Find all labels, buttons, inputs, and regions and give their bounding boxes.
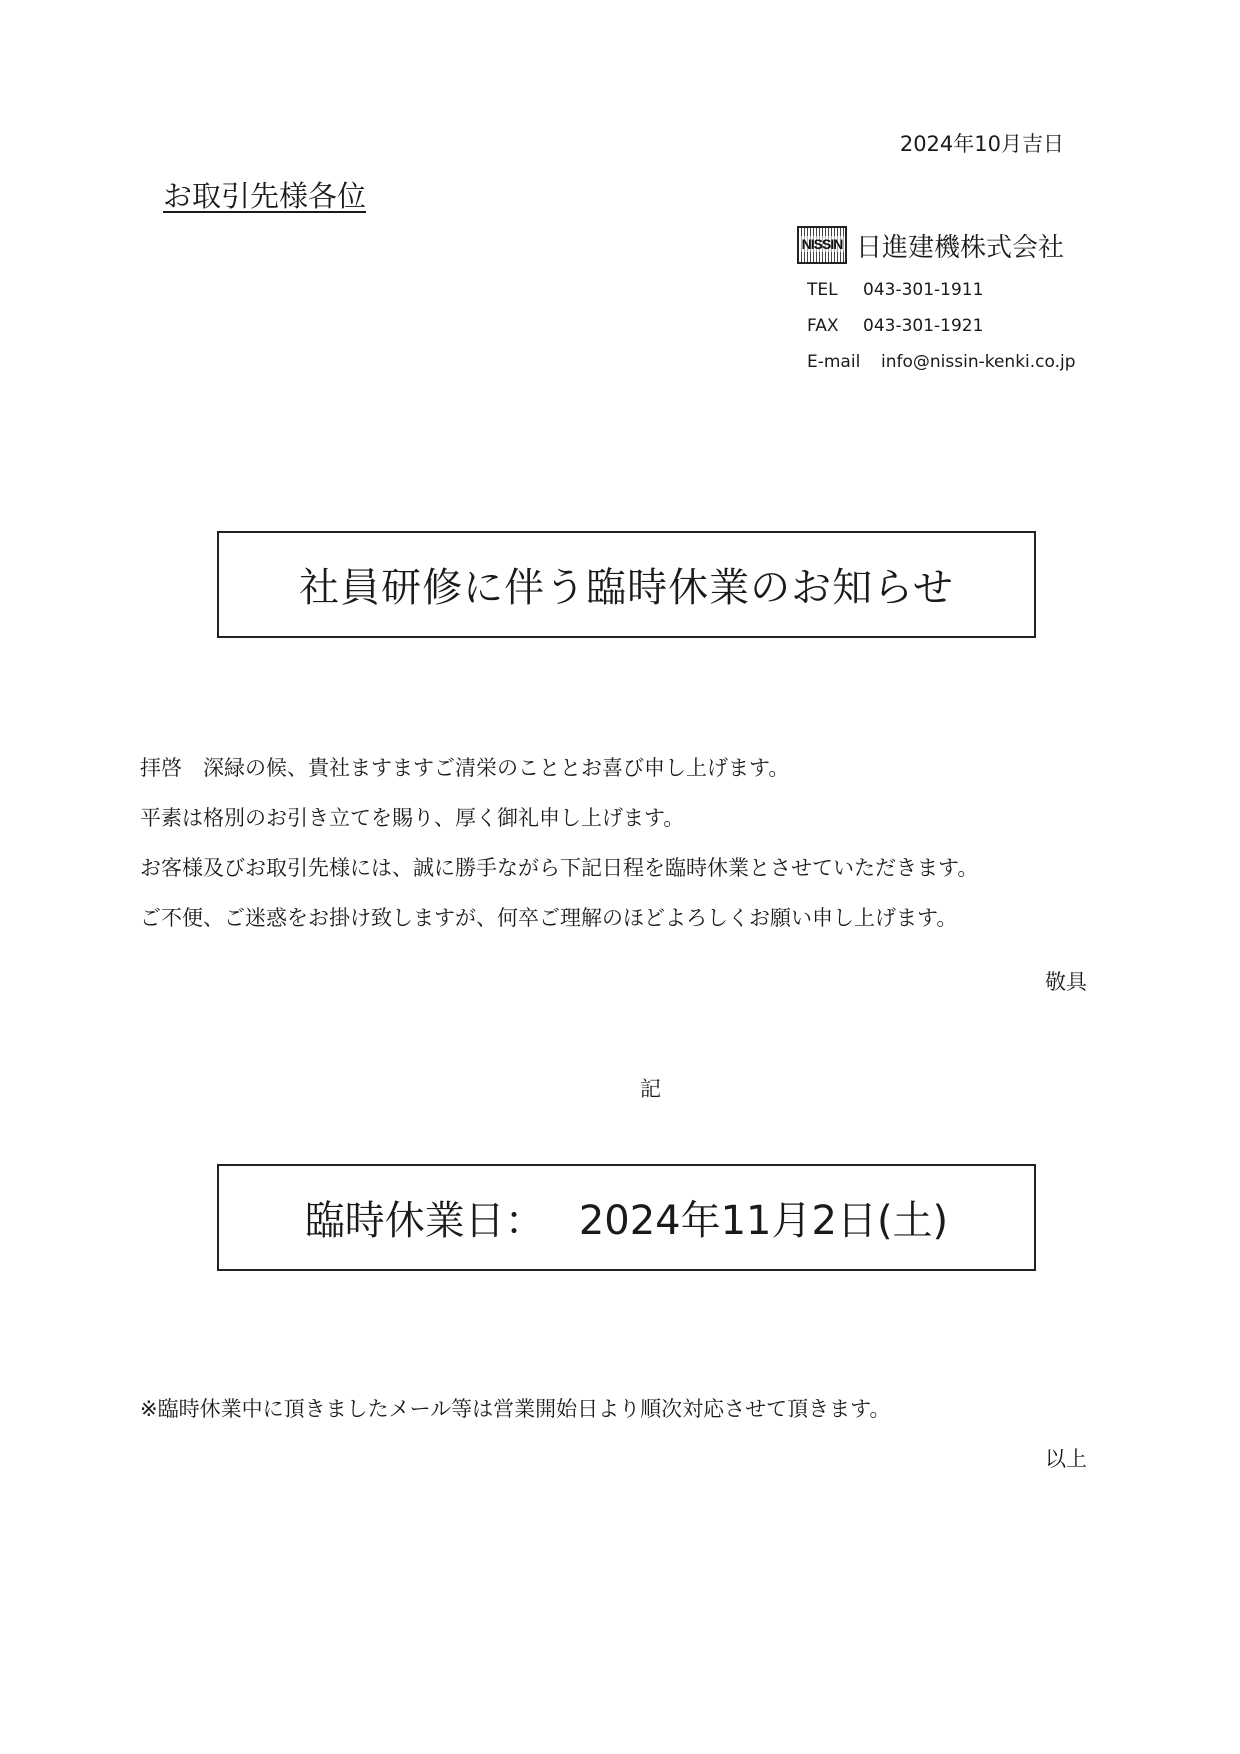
company-name: 日進建機株式会社: [856, 232, 1065, 263]
email-label: E-mail: [807, 352, 861, 372]
document-title: 社員研修に伴う臨時休業のお知らせ: [299, 565, 954, 611]
ki-heading: 記: [640, 1077, 661, 1101]
company-block: [797, 226, 1076, 372]
body-text: [140, 756, 978, 956]
tel-number: 043-301-1911: [863, 280, 984, 300]
body-line: 平素は格別のお引き立てを賜り、厚く御礼申し上げます。: [140, 806, 685, 830]
email-address: info@nissin-kenki.co.jp: [881, 352, 1076, 372]
body-line: お客様及びお取引先様には、誠に勝手ながら下記日程を臨時休業とさせていただきます。: [140, 856, 979, 880]
tel-line: [797, 280, 1076, 300]
title-box: [217, 531, 1036, 638]
body-line: ご不便、ご迷惑をお掛け致しますが、何卒ご理解のほどよろしくお願い申し上げます。: [140, 906, 958, 930]
fax-number: 043-301-1921: [863, 316, 984, 336]
email-note: ※臨時休業中に頂きましたメール等は営業開始日より順次対応させて頂きます。: [140, 1397, 891, 1421]
closing-keigu: 敬具: [1045, 970, 1087, 994]
closure-date: 2024年11月2日(土): [578, 1198, 949, 1244]
company-logo: [797, 226, 847, 264]
recipient-line: お取引先様各位: [163, 179, 367, 213]
closure-date-box: [217, 1164, 1036, 1271]
closure-label: 臨時休業日：: [304, 1198, 545, 1244]
document-date: 2024年10月吉日: [899, 132, 1064, 156]
fax-label: FAX: [807, 316, 839, 336]
end-mark: 以上: [1045, 1447, 1087, 1471]
fax-line: [797, 316, 1076, 336]
email-line: [797, 352, 1076, 372]
tel-label: TEL: [807, 280, 838, 300]
company-name-row: [797, 226, 1076, 264]
closure-date-row: [305, 1189, 948, 1246]
body-line: 拝啓 深緑の候、貴社ますますご清栄のこととお喜び申し上げます。: [140, 756, 790, 780]
company-logo-text: NISSIN: [799, 236, 845, 252]
